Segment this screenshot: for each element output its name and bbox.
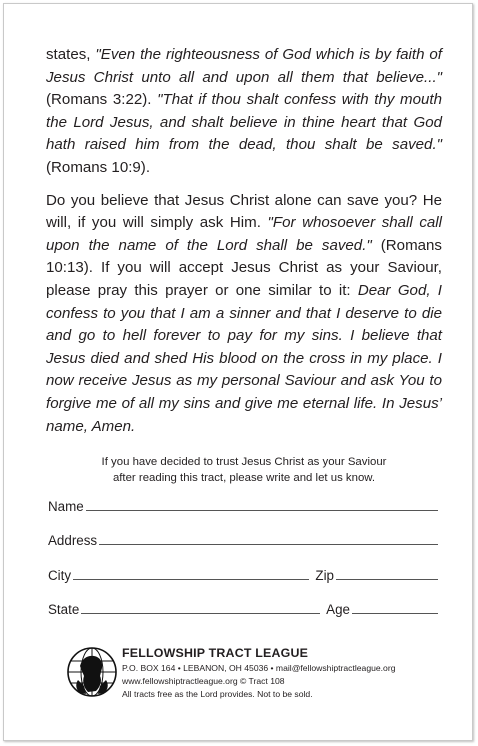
state-field-line[interactable] — [81, 612, 320, 614]
name-field-line[interactable] — [86, 509, 438, 511]
response-notice — [46, 454, 442, 486]
publisher-name: FELLOWSHIP TRACT LEAGUE — [122, 646, 309, 660]
name-label: Name — [48, 499, 84, 514]
city-zip-row — [48, 563, 438, 583]
address-label: Address — [48, 533, 98, 548]
city-field-line[interactable] — [73, 578, 309, 580]
publisher-footer — [66, 646, 446, 706]
scripture-italic-text: "That if thou shalt confess with thy mouth the Lord Jesus, and shalt believe in thine heart that God hath raised him from the dead, thou shalt be saved." — [46, 91, 443, 154]
publisher-address: P.O. BOX 164 • LEBANON, OH 45036 • mail@fellowshiptractleague.org — [122, 663, 396, 673]
body-text-run: states, — [46, 46, 96, 63]
state-age-row — [48, 597, 438, 617]
scripture-italic-text: "For whosoever shall call upon the name of the Lord shall be saved." — [46, 214, 442, 254]
zip-label: Zip — [315, 568, 334, 583]
publisher-website: www.fellowshiptractleague.org © Tract 108 — [122, 676, 285, 686]
paragraph-prayer — [46, 190, 442, 439]
name-row — [48, 494, 438, 514]
age-label: Age — [326, 602, 350, 617]
tract-body — [46, 44, 442, 448]
globe-hands-logo-icon — [66, 646, 118, 698]
body-text-run: Do you believe that Jesus Christ alone can save you? He will, if you will simply ask Him. — [46, 191, 442, 232]
paragraph-scripture — [46, 44, 442, 180]
body-text-run: (Romans 3:22). — [46, 91, 158, 109]
scripture-italic-text: Dear God, I confess to you that I am a sinner and that I deserve to die and go to hell forever to pay for my sins. I believe that Jesus died and shed His blood on the cross in my place. I now receive Jesus as my personal Saviour and ask You to forgive me of all my sins and give me eternal life. In Jesus’ name, Amen. — [46, 281, 442, 435]
zip-field-line[interactable] — [336, 578, 438, 580]
notice-line-2: after reading this tract, please write and let us know. — [112, 472, 376, 484]
address-field-line[interactable] — [99, 543, 438, 545]
address-row — [48, 528, 438, 548]
age-field-line[interactable] — [352, 612, 438, 614]
city-label: City — [48, 568, 72, 583]
body-text-run: (Romans 10:13). If you will accept Jesus Christ as your Saviour, please pray this prayer or one similar to it: — [46, 236, 442, 299]
scripture-italic-text: "Even the righteousness of God which is by faith of Jesus Christ unto all and upon all them that believe..." — [46, 46, 442, 86]
body-text-run: (Romans 10:9). — [46, 158, 151, 176]
publisher-note: All tracts free as the Lord provides. Not to be sold. — [122, 689, 313, 699]
notice-line-1: If you have decided to trust Jesus Christ as your Saviour — [101, 456, 387, 468]
tract-page — [3, 3, 473, 741]
state-label: State — [48, 602, 80, 617]
